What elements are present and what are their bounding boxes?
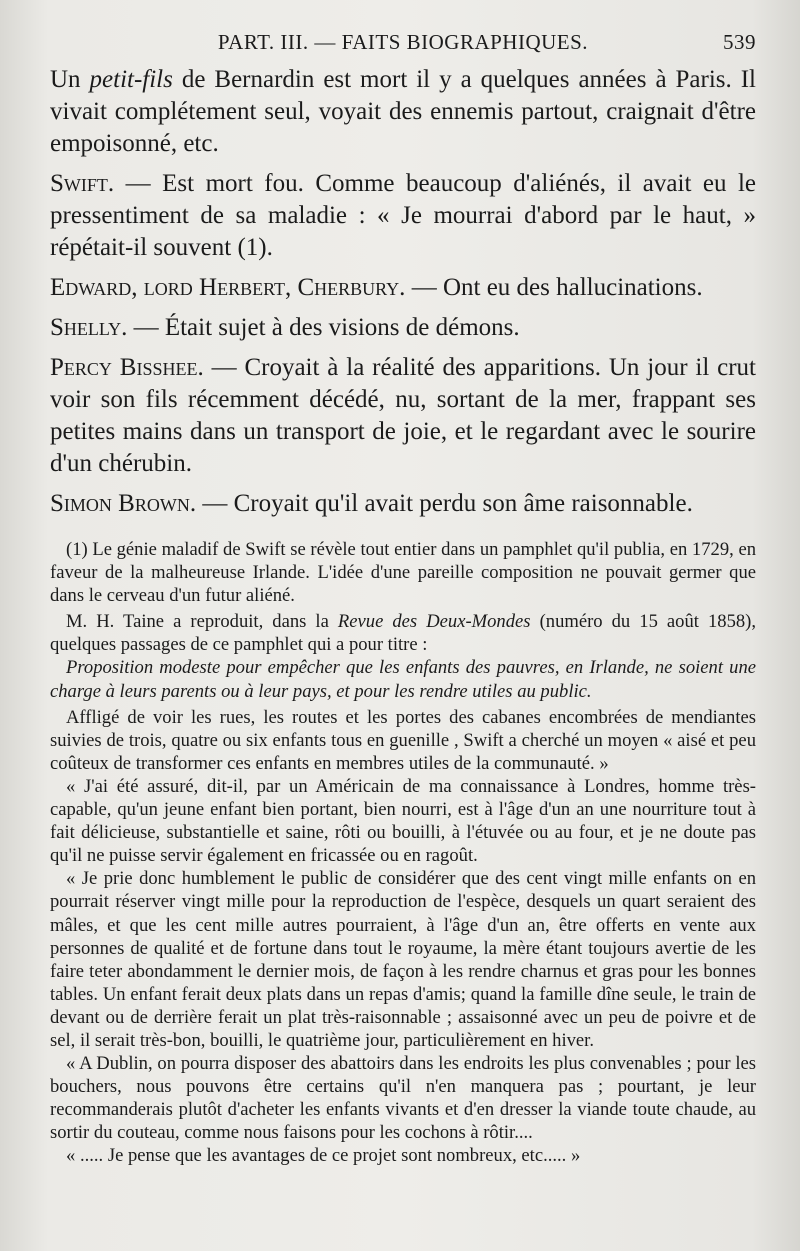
pamphlet-title: Proposition modeste pour empêcher que les enfants des pauvres, en Irlande, ne soient une charge à leurs parents ou à leur pays, et pour les rendre utiles au public. [50, 657, 756, 702]
entry-name: Shelly. [50, 314, 128, 341]
entry-text: — Est mort fou. Comme beaucoup d'aliénés, il avait eu le pressentiment de sa maladie : « Je mourrai d'abord par le haut, » répétait-il souvent (1). [50, 170, 757, 261]
paragraph-petit-fils [50, 64, 756, 160]
footnote [50, 538, 756, 1168]
footnote-quote-2: « Je prie donc humblement le public de considérer que des cent vingt mille enfants on en pourrait réserver vingt mille pour la reproduction de l'espèce, desquels un quart seraient des mâles, et que les cent mille autres pourraient, à l'âge d'un an, être offerts en vente aux personnes de qualité et de fortune dans tout le royaume, la mère étant toujours avertie de les faire teter abondamment le dernier mois, de façon à les rendre charnus et gras pour les bonnes tables. Un enfant ferait deux plats dans un repas d'amis; quand la famille dîne seule, le train de devant ou de derrière ferait un plat très-raisonnable ; assaisonné avec un peu de poivre et de sel, il serait très-bon, bouilli, le quatrième jour, particulièrement en hiver. [50, 868, 756, 1051]
entry-name: Swift. [50, 170, 115, 197]
entry-text: — Croyait à la réalité des apparitions. Un jour il crut voir son fils récemment décédé, nu, sortant de la mer, frappant ses petites mains dans un transport de joie, et le regardant avec le sourire d'un chérubin. [50, 354, 757, 477]
footnote-text: (numéro du 15 août 1858), quelques passages de ce pamphlet qui a pour titre : [50, 611, 757, 656]
footnote-quote-1: « J'ai été assuré, dit-il, par un Américain de ma connaissance à Londres, homme très-capable, qu'un jeune enfant bien portant, bien nourri, est à l'âge d'un an une nourriture tout à fait délicieuse, substantielle et saine, rôti ou bouilli, à l'étuvée ou au four, et je ne doute pas qu'il ne puisse servir également en fricassée ou en ragoût. [50, 775, 756, 867]
footnote-intro: (1) Le génie maladif de Swift se révèle tout entier dans un pamphlet qu'il publia, en 1729, en faveur de la malheureuse Irlande. L'idée d'une pareille composition ne pouvait germer que dans le cerveau d'un futur aliéné. [50, 539, 756, 607]
journal-title: Revue des Deux-Mondes [337, 611, 531, 633]
page-number: 539 [723, 30, 756, 54]
footnote-taine [50, 610, 756, 656]
footnote-summary: Affligé de voir les rues, les routes et les portes des cabanes encombrées de mendiantes suivies de trois, quatre ou six enfants tous en guenille , Swift a cherché un moyen « aisé et peu coûteux de transformer ces enfants en membres utiles de la communauté. » [50, 706, 756, 774]
paragraph-text: de Bernardin est mort il y a quelques années à Paris. Il vivait complétement seul, voyait des ennemis partout, craignait d'être empoisonné, etc. [50, 66, 756, 157]
entry-simon [50, 488, 756, 520]
main-text [50, 64, 756, 520]
entry-name: Edward, lord Herbert, Cherbury. [50, 274, 406, 301]
entry-name: Percy Bisshee. [50, 354, 204, 381]
running-header [50, 30, 756, 58]
entry-name: Simon Brown. [50, 490, 197, 517]
footnote-quote-4: « ..... Je pense que les avantages de ce projet sont nombreux, etc..... » [66, 1145, 581, 1167]
footnote-quote-3: « A Dublin, on pourra disposer des abattoirs dans les endroits les plus convenables ; pour les bouchers, nous pouvons être certains qu'il n'en manquera pas ; pourtant, je leur recommanderais plutôt d'acheter les enfants vivants et d'en dresser la viande toute chaude, au sortir du couteau, comme nous faisons pour les cochons à rôtir.... [50, 1053, 756, 1144]
entry-swift [50, 168, 756, 264]
entry-edward [50, 272, 756, 304]
entry-text: — Croyait qu'il avait perdu son âme raisonnable. [202, 490, 693, 517]
entry-text: — Était sujet à des visions de démons. [133, 314, 520, 341]
lead-word: Un [50, 66, 81, 93]
footnote-text: M. H. Taine a reproduit, dans la [66, 611, 329, 633]
entry-percy [50, 352, 756, 480]
running-title: PART. III. — FAITS BIOGRAPHIQUES. [217, 30, 589, 54]
entry-shelly [50, 312, 756, 344]
italic-term: petit-fils [89, 66, 173, 93]
entry-text: — Ont eu des hallucinations. [411, 274, 703, 301]
